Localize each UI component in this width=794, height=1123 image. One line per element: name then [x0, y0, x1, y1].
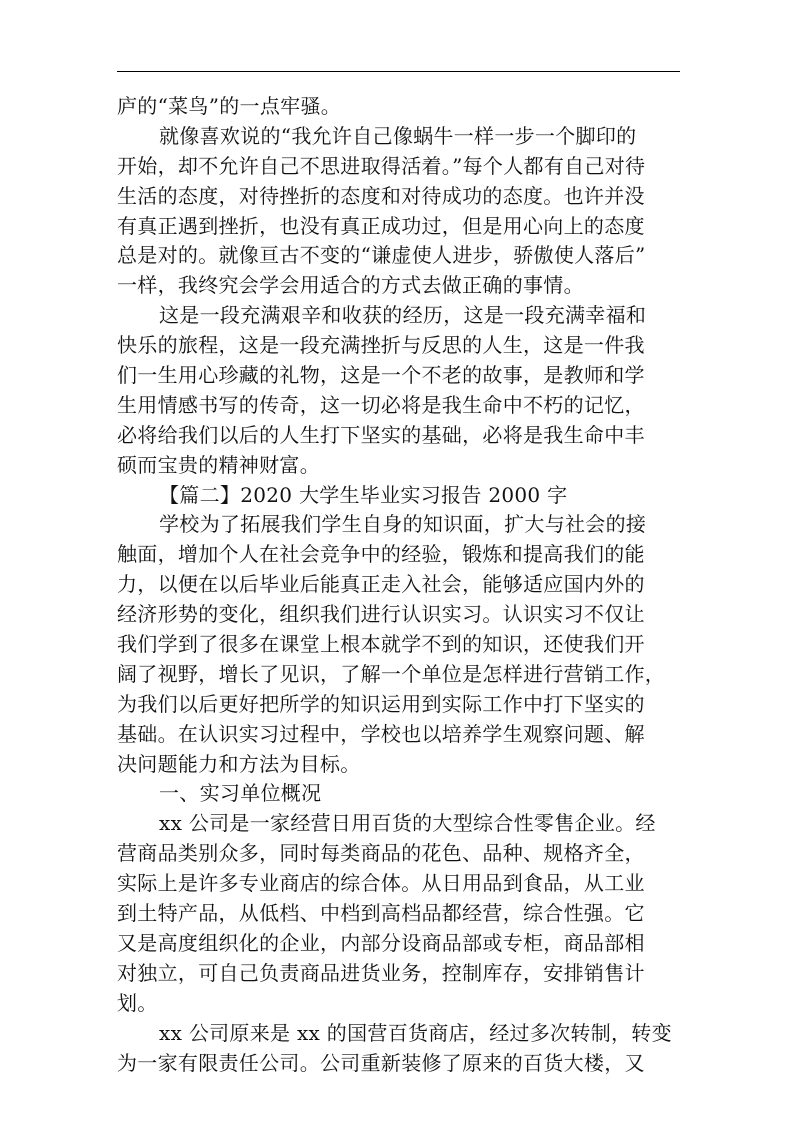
- text-line: 这是一段充满艰辛和收获的经历，这是一段充满幸福和: [159, 303, 647, 328]
- text-line: 就像喜欢说的“我允许自己像蜗牛一样一步一个脚印的: [159, 123, 637, 148]
- header-rule: [117, 71, 680, 72]
- text-line: 对独立，可自己负责商品进货业务，控制库存，安排销售计: [117, 960, 645, 985]
- text-line: xx 公司原来是 xx 的国营百货商店，经过多次转制，转变: [159, 1020, 672, 1045]
- text-line: 基础。在认识实习过程中，学校也以培养学生观察问题、解: [117, 721, 645, 746]
- text-line: 力，以便在以后毕业后能真正走入社会，能够适应国内外的: [117, 572, 645, 597]
- text-line: 【篇二】2020 大学生毕业实习报告 2000 字: [159, 482, 568, 507]
- text-line: 我们学到了很多在课堂上根本就学不到的知识，还使我们开: [117, 632, 645, 657]
- text-line: 们一生用心珍藏的礼物，这是一个不老的故事，是教师和学: [117, 363, 645, 388]
- text-line: 庐的“菜鸟”的一点牢骚。: [117, 94, 342, 118]
- document-body: [117, 92, 680, 1078]
- text-line: 到土特产品，从低档、中档到高档品都经营，综合性强。它: [117, 901, 645, 926]
- text-line: 快乐的旅程，这是一段充满挫折与反思的人生，这是一件我: [117, 333, 645, 358]
- text-line: 生活的态度，对待挫折的态度和对待成功的态度。也许并没: [117, 183, 645, 208]
- text-line: 一样，我终究会学会用适合的方式去做正确的事情。: [117, 273, 584, 298]
- text-line: 划。: [117, 990, 158, 1015]
- text-line: 必将给我们以后的人生打下坚实的基础，必将是我生命中丰: [117, 422, 645, 447]
- text-line: 触面，增加个人在社会竞争中的经验，锻炼和提高我们的能: [117, 542, 645, 567]
- text-line: 为我们以后更好把所学的知识运用到实际工作中打下坚实的: [117, 691, 645, 716]
- text-line: 硕而宝贵的精神财富。: [117, 452, 320, 477]
- text-line: 总是对的。就像亘古不变的“谦虚使人进步，骄傲使人落后”: [117, 243, 646, 268]
- text-line: 学校为了拓展我们学生自身的知识面，扩大与社会的接: [159, 512, 647, 537]
- text-line: 为一家有限责任公司。公司重新装修了原来的百货大楼，又: [117, 1050, 645, 1075]
- text-line: 实际上是许多专业商店的综合体。从日用品到食品，从工业: [117, 871, 645, 896]
- text-line: 有真正遇到挫折，也没有真正成功过，但是用心向上的态度: [117, 213, 645, 238]
- text-line: xx 公司是一家经营日用百货的大型综合性零售企业。经: [159, 811, 656, 836]
- text-line: 一、实习单位概况: [159, 781, 322, 806]
- text-line: 经济形势的变化，组织我们进行认识实习。认识实习不仅让: [117, 602, 645, 627]
- text-line: 营商品类别众多，同时每类商品的花色、品种、规格齐全，: [117, 841, 645, 866]
- text-line: 阔了视野，增长了见识，了解一个单位是怎样进行营销工作，: [117, 661, 666, 686]
- text-line: 生用情感书写的传奇，这一切必将是我生命中不朽的记忆，: [117, 392, 645, 417]
- text-line: 开始，却不允许自己不思进取得活着。”每个人都有自己对待: [117, 153, 646, 178]
- text-line: 决问题能力和方法为目标。: [117, 751, 361, 776]
- text-line: 又是高度组织化的企业，内部分设商品部或专柜，商品部相: [117, 930, 645, 955]
